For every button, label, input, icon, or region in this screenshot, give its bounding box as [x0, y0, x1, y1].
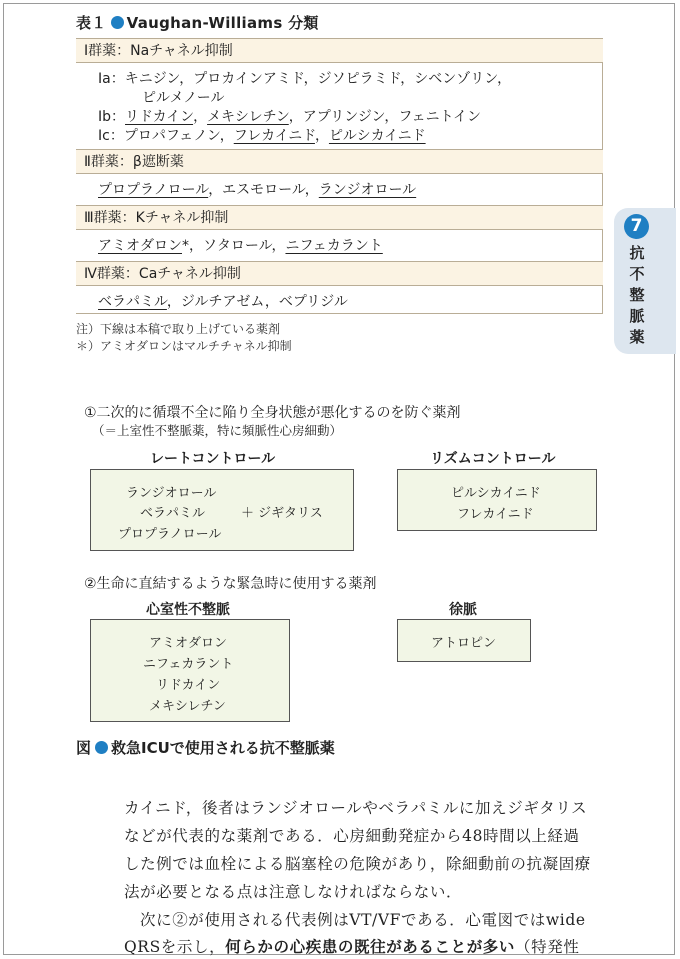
list-item: プロプラノロール: [118, 527, 222, 542]
body-line: 法が必要となる点は注意しなければならない．: [124, 883, 463, 901]
drug-flecainide: フレカイニド: [233, 128, 315, 144]
class1b-row: Ⅰb：リドカイン，メキシレチン，アプリンジン，フェニトイン: [98, 109, 481, 125]
class4-header: Ⅳ群薬：Caチャネル抑制: [76, 261, 603, 286]
table-note-2: ＊）アミオダロンはマルチチャネル抑制: [76, 339, 292, 353]
class1c-row: Ⅰc：プロパフェノン，フレカイニド，ピルシカイニド: [98, 128, 426, 144]
class1a-row: Ⅰa：キニジン，プロカインアミド，ジソピラミド，シベンゾリン，: [98, 71, 512, 87]
drug-pilsicainide: ピルシカイニド: [328, 128, 426, 144]
body-line: 次に②が使用される代表例はVT/VFである．心電図ではwide: [140, 911, 586, 929]
bullet-dot-icon: [111, 16, 124, 29]
class1-header: Ⅰ群薬：Naチャネル抑制: [76, 38, 603, 63]
list-item: ランジオロール: [126, 486, 217, 501]
table-note-1: 注）下線は本稿で取り上げている薬剤: [76, 322, 281, 336]
table-border: [602, 174, 603, 205]
table-border: [602, 286, 603, 313]
body-line: カイニド，後者はランジオロールやベラパミルに加えジギタリス: [124, 799, 588, 817]
body-line: などが代表的な薬剤である．心房細動発症から48時間以上経過: [124, 827, 580, 845]
class1a-row-cont: ピルメノール: [142, 90, 225, 106]
list-item: ニフェカラント: [143, 657, 234, 672]
body-line: した例では血栓による脳塞栓の危険があり，除細動前の抗凝固療: [124, 855, 591, 873]
list-item: メキシレチン: [149, 699, 226, 714]
figure-section2-title: ②生命に直結するような緊急時に使用する薬剤: [84, 576, 377, 592]
class3-header: Ⅲ群薬：Kチャネル抑制: [76, 205, 603, 230]
list-item: フレカイニド: [457, 507, 534, 522]
rate-control-heading: レートコントロール: [150, 451, 276, 467]
list-item: ベラパミル: [140, 506, 206, 521]
list-item: アトロピン: [431, 636, 497, 651]
list-item: ＋ ジギタリス: [241, 506, 323, 521]
figure-section1-title: ①二次的に循環不全に陥り全身状態が悪化するのを防ぐ薬剤: [84, 405, 461, 421]
table-border: [602, 230, 603, 261]
body-line: QRSを示し，何らかの心疾患の既往があることが多い（特発性: [124, 938, 580, 956]
class2-header: Ⅱ群薬：β遮断薬: [76, 149, 603, 174]
chapter-title: 抗不整脈薬: [629, 244, 645, 346]
drug-mexiletine: メキシレチン: [207, 109, 289, 125]
table-title: [76, 12, 319, 33]
class4-row: ベラパミル，ジルチアゼム，ベプリジル: [98, 294, 348, 310]
figure-caption: 図 救急ICUで使用される抗不整脈薬: [76, 739, 335, 757]
table-title-text: Vaughan-Williams 分類: [126, 14, 319, 32]
drug-lidocaine: リドカイン: [125, 109, 194, 125]
list-item: ピルシカイニド: [451, 486, 541, 501]
chapter-number: 7: [624, 214, 649, 239]
ventricular-box: [90, 619, 290, 722]
table-bottom-rule: [76, 313, 603, 314]
class2-row: プロプラノロール，エスモロール，ランジオロール: [98, 182, 417, 198]
rate-control-box: [90, 469, 354, 551]
table-label: 表１: [76, 14, 107, 32]
class3-row: アミオダロン*，ソタロール，ニフェカラント: [98, 238, 383, 254]
list-item: アミオダロン: [149, 636, 228, 651]
rhythm-control-box: [397, 469, 597, 531]
list-item: リドカイン: [156, 678, 221, 693]
bradycardia-box: [397, 619, 531, 662]
bradycardia-heading: 徐脈: [449, 602, 477, 618]
rhythm-control-heading: リズムコントロール: [430, 451, 556, 467]
figure-section1-subtitle: （＝上室性不整脈薬，特に頻脈性心房細動）: [92, 423, 343, 438]
ventricular-heading: 心室性不整脈: [146, 602, 230, 618]
bullet-dot-icon: [95, 741, 108, 754]
table-border: [602, 63, 603, 149]
emphasis-text: 何らかの心疾患の既往があることが多い: [225, 938, 516, 956]
